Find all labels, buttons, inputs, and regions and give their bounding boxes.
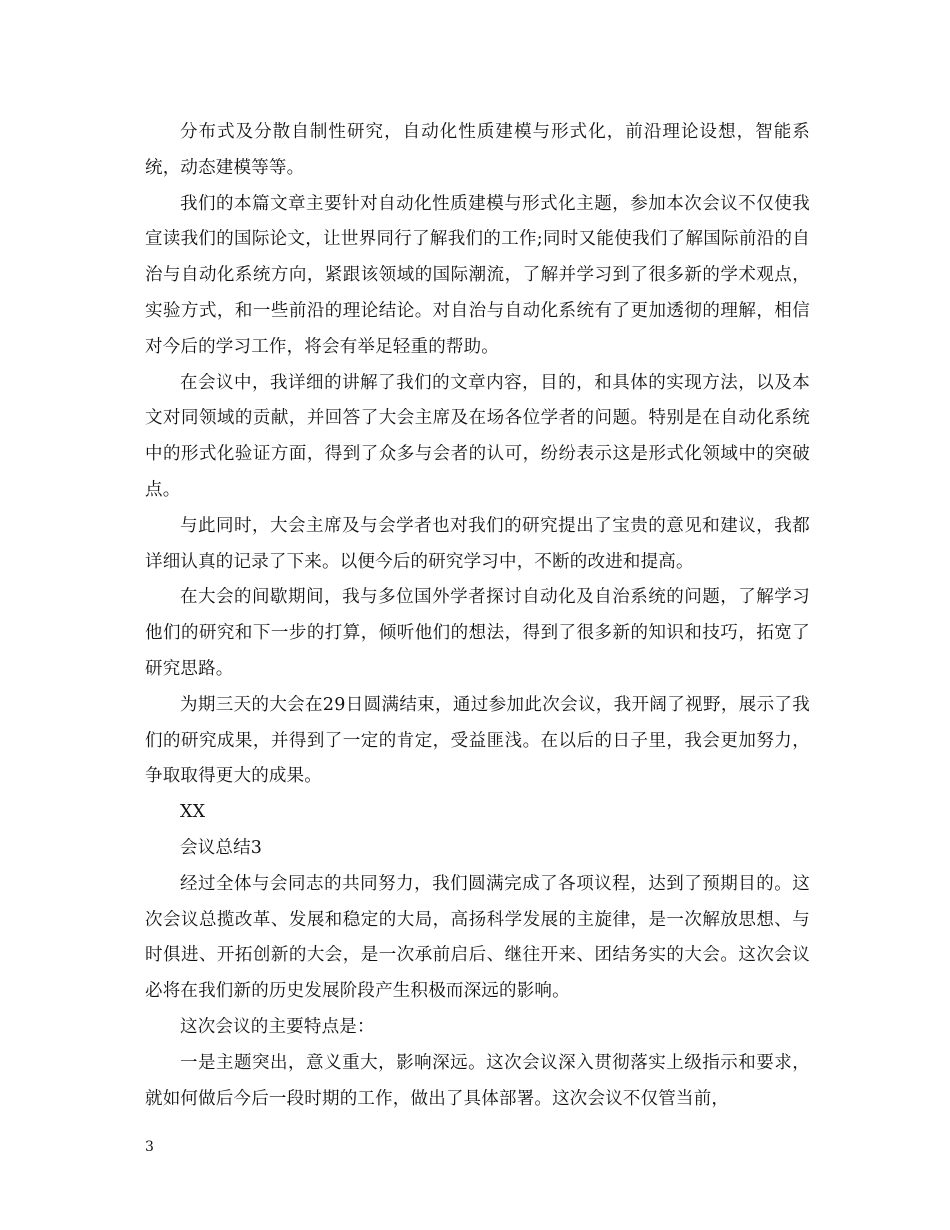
paragraph-summary: 经过全体与会同志的共同努力，我们圆满完成了各项议程，达到了预期目的。这次会议总揽改革、发展和稳定的大局，高扬科学发展的主旋律，是一次解放思想、与时俱进、开拓创新的大会，是一次承前启后、继往开来、团结务实的大会。这次会议必将在我们新的历史发展阶段产生积极而深远的影响。 xyxy=(145,873,810,1002)
paragraph-feedback: 与此同时，大会主席及与会学者也对我们的研究提出了宝贵的意见和建议，我都详细认真的记录了下来。以便今后的研究学习中，不断的改进和提高。 xyxy=(145,515,810,572)
paragraph-paper-focus: 我们的本篇文章主要针对自动化性质建模与形式化主题，参加本次会议不仅使我宣读我们的国际论文，让世界同行了解我们的工作;同时又能使我们了解国际前沿的自治与自动化系统方向，紧跟该领域的国际潮流，了解并学习到了很多新的学术观点，实验方式，和一些前沿的理论结论。对自治与自动化系统有了更加透彻的理解，相信对今后的学习工作，将会有举足轻重的帮助。 xyxy=(145,193,810,357)
paragraph-feature-one: 一是主题突出，意义重大，影响深远。这次会议深入贯彻落实上级指示和要求，就如何做后今后一段时期的工作，做出了具体部署。这次会议不仅管当前， xyxy=(145,1052,810,1109)
paragraph-signature: XX xyxy=(180,802,206,823)
paragraph-conclusion: 为期三天的大会在29日圆满结束，通过参加此次会议，我开阔了视野，展示了我们的研究成果，并得到了一定的肯定，受益匪浅。在以后的日子里，我会更加努力，争取取得更大的成果。 xyxy=(145,694,810,787)
paragraph-features-intro: 这次会议的主要特点是： xyxy=(180,1016,375,1037)
paragraph-discussion: 在大会的间歇期间，我与多位国外学者探讨自动化及自治系统的问题，了解学习他们的研究和下一步的打算，倾听他们的想法，得到了很多新的知识和技巧，拓宽了研究思路。 xyxy=(145,587,810,679)
document-body xyxy=(145,115,810,1117)
paragraph-presentation: 在会议中，我详细的讲解了我们的文章内容，目的，和具体的实现方法，以及本文对同领域的贡献，并回答了大会主席及在场各位学者的问题。特别是在自动化系统中的形式化验证方面，得到了众多与会者的认可，纷纷表示这是形式化领域中的突破点。 xyxy=(145,372,810,500)
section-heading: 会议总结3 xyxy=(180,837,263,858)
page-number: 3 xyxy=(145,1139,154,1155)
paragraph-research-topics: 分布式及分散自制性研究，自动化性质建模与形式化，前沿理论设想，智能系统，动态建模等等。 xyxy=(145,122,810,178)
